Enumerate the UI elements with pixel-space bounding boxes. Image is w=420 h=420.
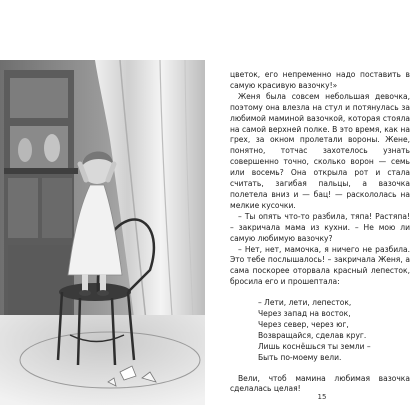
vase-left	[18, 138, 32, 162]
poem-line: Быть по-моему вели.	[258, 352, 342, 362]
paragraph: – Ты опять что-то разбила, тяпа! Растяпа! – закричала мама из кухни. – Не мою ли самую любимую вазочку?	[230, 211, 410, 243]
page-number: 15	[317, 393, 327, 401]
paragraph: – Нет, нет, мамочка, я ничего не разбила. Это тебе послышалось! – закричала Женя, а сама поскорее оторвала красный лепесток, бросила его и прошептала:	[230, 244, 410, 287]
text-column	[230, 70, 410, 395]
paragraph: Женя была совсем небольшая девочка, поэтому она влезла на стул и потянулась за любимой маминой вазочкой, которая стояла на самой верхней полке. В это время, как на грех, за окном пролетали вороны. Жене, понятно, тотчас захотелось узнать совершенно точно, сколько ворон — семь или восемь? Она открыла рот и стала считать, загибая пальцы, а вазочка полетела вниз и — бац! — раскололась на мелкие кусочки.	[230, 91, 410, 210]
poem-line: Через запад на восток,	[258, 309, 351, 319]
poem-line: Лишь коснёшься ты земли –	[258, 341, 371, 351]
paragraph: цветок, его непременно надо поставить в самую красивую вазочку!»	[230, 70, 410, 90]
poem-line: – Лети, лети, лепесток,	[258, 298, 352, 308]
poem-line: Возвращайся, сделав круг.	[258, 330, 367, 340]
illustration-girl-on-chair	[0, 60, 205, 405]
paragraph: Вели, чтоб мамина любимая вазочка сделалась целая!	[230, 373, 410, 394]
poem-line: Через север, через юг,	[258, 319, 349, 329]
poem	[258, 298, 410, 363]
vase-right	[44, 134, 60, 162]
